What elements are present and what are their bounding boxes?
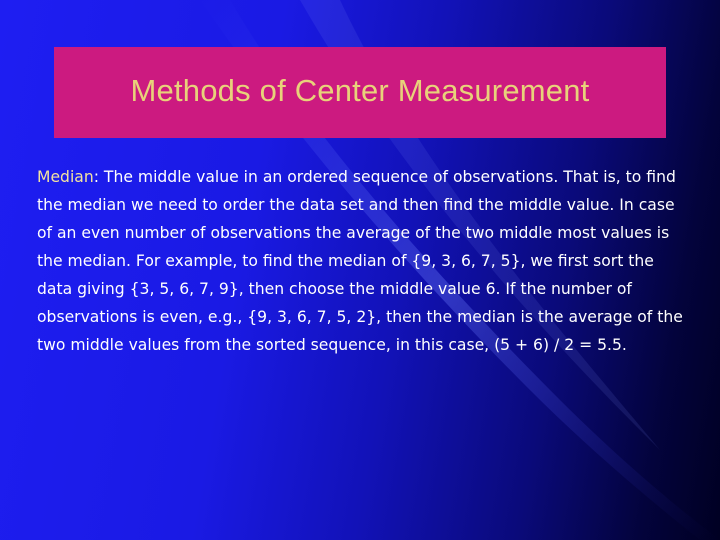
title-box — [54, 47, 666, 138]
definition-text: : The middle value in an ordered sequence of observations. That is, to find the median we need to order the data set and then find the middle value. In case of an even number of observations the average of the two middle most values is the median. For example, to find the median of {9, 3, 6, 7, 5}, we first sort the data giving {3, 5, 6, 7, 9}, then choose the middle value 6. If the number of observations is even, e.g., {9, 3, 6, 7, 5, 2}, then the median is the average of the two middle values from the sorted sequence, in this case, (5 + 6) / 2 = 5.5. — [37, 168, 683, 354]
body-paragraph — [37, 163, 687, 359]
term-median: Median — [37, 168, 94, 186]
slide-title: Methods of Center Measurement — [130, 72, 590, 108]
